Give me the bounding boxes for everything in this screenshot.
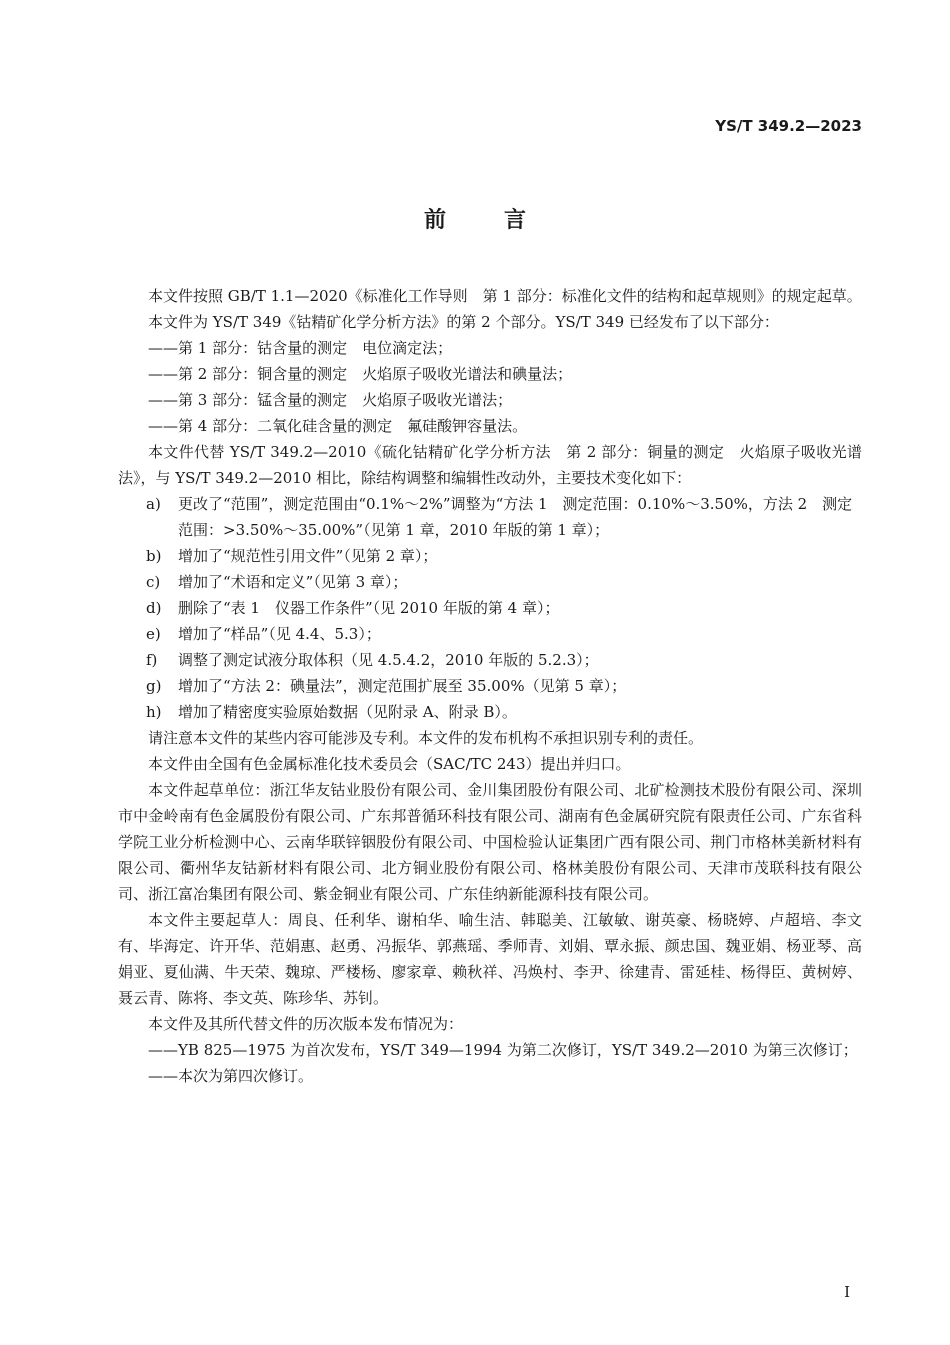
change-label: a) <box>146 495 161 513</box>
change-item-h <box>118 699 862 725</box>
list-item-history-2: ——本次为第四次修订。 <box>148 1067 314 1085</box>
paragraph-history-intro: 本文件及其所代替文件的历次版本发布情况为： <box>148 1015 464 1033</box>
change-text: 更改了“范围”，测定范围由“0.1%～2%”调整为“方法 1 测定范围：0.10%～3.50%，方法 2 测定范围：>3.50%～35.00%”（见第 1 章，2010 年版的第 1 章）； <box>178 495 853 539</box>
paragraph-series-parts: 本文件为 YS/T 349《钴精矿化学分析方法》的第 2 个部分。YS/T 349 已经发布了以下部分： <box>148 313 779 331</box>
list-item-part-4: ——第 4 部分：二氧化硅含量的测定 氟硅酸钾容量法。 <box>148 417 528 435</box>
paragraph-proposer: 本文件由全国有色金属标准化技术委员会（SAC/TC 243）提出并归口。 <box>148 755 631 773</box>
change-text: 增加了“方法 2：碘量法”，测定范围扩展至 35.00%（见第 5 章）； <box>178 677 627 695</box>
paragraph-replacement: 本文件代替 YS/T 349.2—2010《硫化钴精矿化学分析方法 第 2 部分：铜量的测定 火焰原子吸收光谱法》，与 YS/T 349.2—2010 相比，除结构调整和编辑性改动外，主要技术变化如下： <box>118 443 862 487</box>
page-number: I <box>844 1283 850 1301</box>
document-body <box>118 283 862 1089</box>
paragraph-drafting-units: 本文件起草单位：浙江华友钴业股份有限公司、金川集团股份有限公司、北矿检测技术股份有限公司、深圳市中金岭南有色金属股份有限公司、广东邦普循环科技有限公司、湖南有色金属研究院有限责任公司、广东省科学院工业分析检测中心、云南华联锌铟股份有限公司、中国检验认证集团广西有限公司、荆门市格林美新材料有限公司、衢州华友钴新材料有限公司、北方铜业股份有限公司、格林美股份有限公司、天津市茂联科技有限公司、浙江富冶集团有限公司、紫金铜业有限公司、广东佳纳新能源科技有限公司。 <box>118 781 862 903</box>
change-text: 增加了精密度实验原始数据（见附录 A、附录 B）。 <box>178 703 517 721</box>
change-item-e <box>118 621 862 647</box>
change-item-a <box>118 491 862 543</box>
change-label: h) <box>146 703 162 721</box>
list-item-part-3: ——第 3 部分：锰含量的测定 火焰原子吸收光谱法； <box>148 391 513 409</box>
paragraph-drafting-rules: 本文件按照 GB/T 1.1—2020《标准化工作导则 第 1 部分：标准化文件的结构和起草规则》的规定起草。 <box>148 287 862 305</box>
paragraph-patent-notice: 请注意本文件的某些内容可能涉及专利。本文件的发布机构不承担识别专利的责任。 <box>148 729 704 747</box>
change-label: c) <box>146 573 161 591</box>
change-label: d) <box>146 599 162 617</box>
change-label: g) <box>146 677 162 695</box>
paragraph-drafters: 本文件主要起草人：周良、任利华、谢柏华、喻生洁、韩聪美、江敏敏、谢英豪、杨晓婷、卢超培、李文有、毕海定、许开华、范娟惠、赵勇、冯振华、郭燕瑶、季师青、刘娟、覃永振、颜忠国、魏亚娟、杨亚琴、高娟亚、夏仙满、牛天荣、魏琼、严楼杨、廖家章、赖秋祥、冯焕村、李尹、徐建青、雷延桂、杨得臣、黄树婷、聂云青、陈将、李文英、陈珍华、苏钊。 <box>118 911 862 1007</box>
change-item-g <box>118 673 862 699</box>
change-text: 增加了“术语和定义”（见第 3 章）； <box>178 573 408 591</box>
change-label: b) <box>146 547 162 565</box>
page-title: 前言 <box>423 208 584 233</box>
change-label: e) <box>146 625 161 643</box>
change-text: 增加了“样品”（见 4.4、5.3）； <box>178 625 381 643</box>
change-item-b <box>118 543 862 569</box>
list-item-part-1: ——第 1 部分：钴含量的测定 电位滴定法； <box>148 339 453 357</box>
document-code: YS/T 349.2—2023 <box>715 117 862 135</box>
list-item-part-2: ——第 2 部分：铜含量的测定 火焰原子吸收光谱法和碘量法； <box>148 365 573 383</box>
change-item-d <box>118 595 862 621</box>
list-item-history-1: ——YB 825—1975 为首次发布，YS/T 349—1994 为第二次修订，YS/T 349.2—2010 为第三次修订； <box>148 1041 858 1059</box>
change-item-c <box>118 569 862 595</box>
change-text: 增加了“规范性引用文件”（见第 2 章）； <box>178 547 438 565</box>
change-label: f) <box>146 651 158 669</box>
change-text: 删除了“表 1 仪器工作条件”（见 2010 年版的第 4 章）； <box>178 599 560 617</box>
change-text: 调整了测定试液分取体积（见 4.5.4.2，2010 年版的 5.2.3）； <box>178 651 599 669</box>
change-item-f <box>118 647 862 673</box>
